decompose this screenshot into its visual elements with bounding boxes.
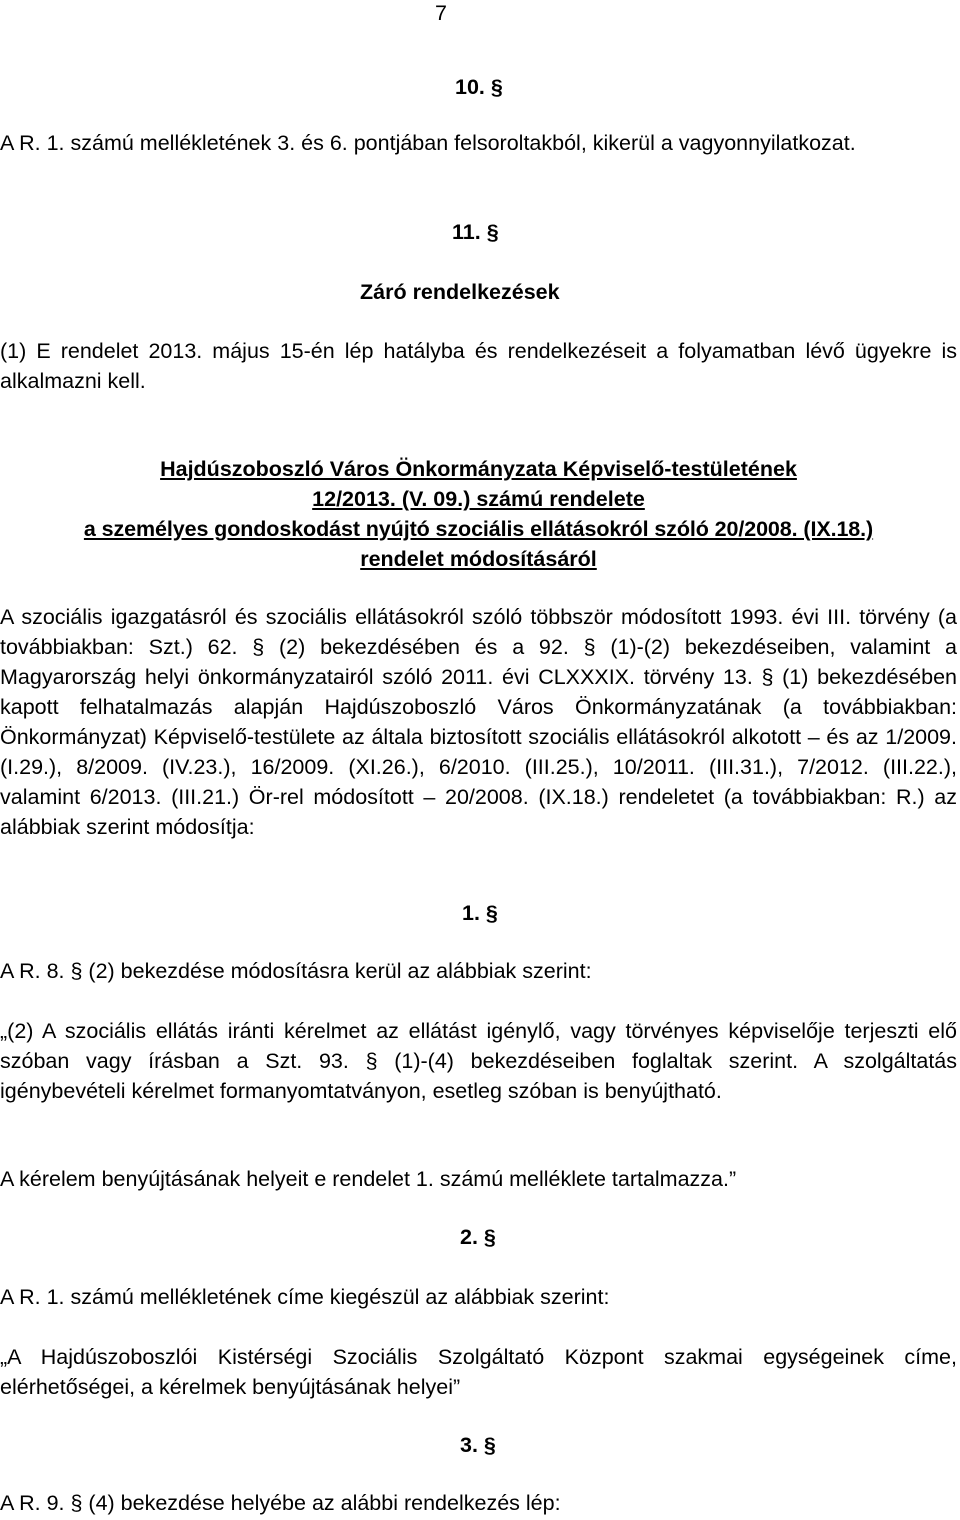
section-symbol: § <box>485 901 498 925</box>
paragraph-3-intro: A R. 9. § (4) bekezdése helyébe az alábbi rendelkezés lép: <box>0 1491 561 1515</box>
section-heading-2 <box>460 1222 496 1252</box>
section-number: 10. <box>455 75 485 99</box>
closing-provisions-title: Záró rendelkezések <box>360 280 560 304</box>
page-number: 7 <box>435 1 447 25</box>
section-symbol: § <box>486 220 499 244</box>
preamble-paragraph: A szociális igazgatásról és szociális ellátásokról szóló többször módosított 1993. évi III. törvény (a továbbiakban: Szt.) 62. § (2) bekezdésében és a 92. § (1)-(2) bekezdéseiben, valamint a Magyarország helyi önkormányzatairól szóló 2011. évi CLXXXIX. törvény 13. § (1) bekezdésében kapott felhatalmazás alapján Hajdúszoboszló Város Önkormányzatának (a továbbiakban: Önkormányzat) Képviselő-testülete az általa biztosított szociális ellátásokról alkotott – és az 1/2009. (I.29.), 8/2009. (IV.23.), 16/2009. (XI.26.), 6/2010. (III.25.), 10/2011. (III.31.), 7/2012. (III.22.), valamint 6/2013. (III.21.) Ör-rel módosított – 20/2008. (IX.18.) rendeletet (a továbbiakban: R.) az alábbiak szerint módosítja: <box>0 605 957 839</box>
section-heading-3 <box>460 1430 496 1460</box>
section-symbol: § <box>483 1433 496 1457</box>
section-number: 3. <box>460 1433 478 1457</box>
paragraph-1-amendment-end: A kérelem benyújtásának helyeit e rendelet 1. számú melléklete tartalmazza.” <box>0 1167 737 1191</box>
paragraph-10: A R. 1. számú mellékletének 3. és 6. pontjában felsoroltakból, kikerül a vagyonnyilatkozat. <box>0 131 856 155</box>
ordinance-title-line-1: Hajdúszoboszló Város Önkormányzata Képviselő-testületének <box>160 457 797 481</box>
ordinance-title-line-3: a személyes gondoskodást nyújtó szociális ellátásokról szóló 20/2008. (IX.18.) <box>83 517 874 541</box>
paragraph-1-intro: A R. 8. § (2) bekezdése módosításra kerül az alábbiak szerint: <box>0 959 592 983</box>
ordinance-title-line-4: rendelet módosításáról <box>360 547 597 571</box>
section-heading-1 <box>462 898 498 928</box>
section-heading-11 <box>452 217 499 247</box>
section-symbol: § <box>490 75 503 99</box>
ordinance-title-line-2: 12/2013. (V. 09.) számú rendelete <box>312 487 645 511</box>
section-symbol: § <box>483 1225 496 1249</box>
paragraph-effective-date: (1) E rendelet 2013. május 15-én lép hatályba és rendelkezéseit a folyamatban lévő ügyekre is alkalmazni kell. <box>0 339 957 393</box>
paragraph-2-amendment: „A Hajdúszoboszlói Kistérségi Szociális Szolgáltató Központ szakmai egységeinek címe, elérhetőségei, a kérelmek benyújtásának helyei” <box>0 1345 957 1399</box>
paragraph-1-amendment: „(2) A szociális ellátás iránti kérelmet az ellátást igénylő, vagy törvényes képviselője terjeszti elő szóban vagy írásban a Szt. 93. § (1)-(4) bekezdéseiben foglaltak szerint. A szolgáltatás igénybevételi kérelmet formanyomtatványon, esetleg szóban is benyújtható. <box>0 1019 957 1103</box>
section-heading-10 <box>455 72 503 102</box>
section-number: 1. <box>462 901 480 925</box>
section-number: 2. <box>460 1225 478 1249</box>
paragraph-2-intro: A R. 1. számú mellékletének címe kiegészül az alábbiak szerint: <box>0 1285 610 1309</box>
section-number: 11. <box>452 220 481 244</box>
